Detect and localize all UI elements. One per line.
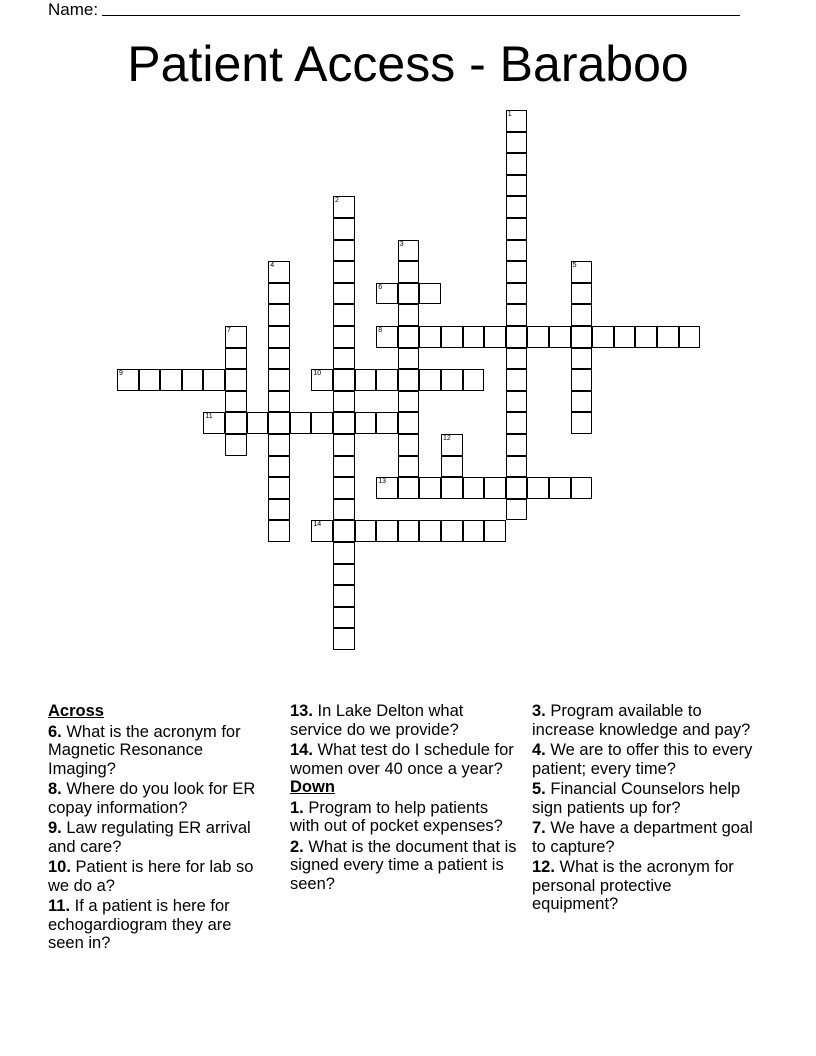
grid-cell[interactable]: [441, 434, 463, 456]
grid-cell[interactable]: [268, 348, 290, 370]
clue-number: 14: [313, 521, 322, 529]
grid-cell[interactable]: [571, 283, 593, 305]
grid-cell[interactable]: [355, 520, 377, 542]
grid-cell[interactable]: [333, 326, 355, 348]
grid-cell[interactable]: [398, 477, 420, 499]
grid-cell[interactable]: [376, 283, 398, 305]
clue-number: 11: [205, 413, 213, 421]
grid-cell[interactable]: [549, 477, 571, 499]
grid-cell[interactable]: [268, 477, 290, 499]
grid-cell[interactable]: [506, 456, 528, 478]
grid-cell[interactable]: [311, 520, 333, 542]
clue-number: 7: [227, 327, 231, 334]
grid-cell[interactable]: [463, 477, 485, 499]
grid-cell[interactable]: [441, 456, 463, 478]
across-clue-13: 13. In Lake Delton what service do we provide?: [290, 702, 464, 739]
grid-cell[interactable]: [268, 434, 290, 456]
grid-cell[interactable]: [419, 477, 441, 499]
grid-cell[interactable]: [441, 520, 463, 542]
grid-cell[interactable]: [225, 369, 247, 391]
grid-cell[interactable]: [139, 369, 161, 391]
grid-cell[interactable]: [506, 499, 528, 521]
grid-cell[interactable]: [247, 412, 269, 434]
grid-cell[interactable]: [398, 304, 420, 326]
grid-cell[interactable]: [571, 326, 593, 348]
grid-cell[interactable]: [592, 326, 614, 348]
grid-cell[interactable]: [571, 261, 593, 283]
down-clue-4: 4. We are to offer this to every patient; every time?: [532, 741, 753, 778]
grid-cell[interactable]: [571, 477, 593, 499]
grid-cell[interactable]: [398, 369, 420, 391]
grid-cell[interactable]: [333, 304, 355, 326]
grid-cell[interactable]: [333, 520, 355, 542]
grid-cell[interactable]: [333, 218, 355, 240]
grid-cell[interactable]: [225, 434, 247, 456]
down-heading: Down: [290, 778, 335, 796]
grid-cell[interactable]: [398, 412, 420, 434]
grid-cell[interactable]: [268, 499, 290, 521]
grid-cell[interactable]: [355, 412, 377, 434]
down-clue-2: 2. What is the document that is signed every time a patient is seen?: [290, 837, 517, 893]
grid-cell[interactable]: [506, 240, 528, 262]
grid-cell[interactable]: [268, 391, 290, 413]
grid-cell[interactable]: [398, 261, 420, 283]
grid-cell[interactable]: [419, 520, 441, 542]
grid-cell[interactable]: [679, 326, 701, 348]
grid-cell[interactable]: [506, 110, 528, 132]
grid-cell[interactable]: [268, 412, 290, 434]
grid-cell[interactable]: [376, 369, 398, 391]
grid-cell[interactable]: [463, 326, 485, 348]
clue-number: 13: [378, 478, 386, 486]
clue-number: 6: [378, 283, 383, 291]
grid-cell[interactable]: [268, 261, 290, 283]
grid-cell[interactable]: [571, 391, 593, 413]
grid-cell[interactable]: [333, 412, 355, 434]
grid-cell[interactable]: [506, 326, 528, 348]
grid-cell[interactable]: [225, 326, 247, 348]
grid-cell[interactable]: [290, 412, 312, 434]
grid-cell[interactable]: [506, 261, 528, 283]
grid-cell[interactable]: [225, 348, 247, 370]
grid-cell[interactable]: [419, 283, 441, 305]
down-clue-12: 12. What is the acronym for personal protective equipment?: [532, 858, 734, 913]
grid-cell[interactable]: [571, 348, 593, 370]
grid-cell[interactable]: [333, 391, 355, 413]
grid-cell[interactable]: [117, 369, 139, 391]
grid-cell[interactable]: [203, 412, 225, 434]
grid-cell[interactable]: [333, 348, 355, 370]
grid-cell[interactable]: [376, 412, 398, 434]
grid-cell[interactable]: [506, 218, 528, 240]
grid-cell[interactable]: [333, 564, 355, 586]
grid-cell[interactable]: [549, 326, 571, 348]
grid-cell[interactable]: [571, 304, 593, 326]
clues-column-3: [532, 702, 760, 914]
clue-number: 2: [335, 197, 339, 205]
grid-cell[interactable]: [506, 175, 528, 197]
grid-cell[interactable]: [571, 412, 593, 434]
clue-number: 10: [313, 370, 322, 378]
grid-cell[interactable]: [614, 326, 636, 348]
grid-cell[interactable]: [506, 434, 528, 456]
clue-number: 9: [119, 370, 123, 378]
grid-cell[interactable]: [268, 326, 290, 348]
grid-cell[interactable]: [419, 326, 441, 348]
grid-cell[interactable]: [398, 391, 420, 413]
clue-number: 12: [443, 435, 451, 442]
down-clue-3: 3. Program available to increase knowledge and pay?: [532, 702, 751, 739]
page-title: Patient Access - Baraboo: [127, 36, 689, 92]
clues-column-1: [48, 702, 270, 953]
grid-cell[interactable]: [333, 240, 355, 262]
grid-cell[interactable]: [527, 326, 549, 348]
grid-cell[interactable]: [398, 283, 420, 305]
grid-cell[interactable]: [571, 369, 593, 391]
grid-cell[interactable]: [398, 240, 420, 262]
grid-cell[interactable]: [506, 348, 528, 370]
grid-cell[interactable]: [311, 369, 333, 391]
grid-cell[interactable]: [333, 283, 355, 305]
grid-cell[interactable]: [398, 348, 420, 370]
grid-cell[interactable]: [376, 326, 398, 348]
across-heading: Across: [48, 702, 104, 720]
grid-cell[interactable]: [268, 304, 290, 326]
clue-number: 1: [507, 111, 512, 118]
grid-cell[interactable]: [268, 456, 290, 478]
grid-cell[interactable]: [225, 391, 247, 413]
grid-cell[interactable]: [398, 326, 420, 348]
name-label: Name:: [48, 0, 99, 19]
grid-cell[interactable]: [506, 412, 528, 434]
grid-cell[interactable]: [484, 477, 506, 499]
across-clue-14: 14. What test do I schedule for women over 40 once a year?: [290, 741, 514, 778]
grid-cell[interactable]: [527, 477, 549, 499]
grid-cell[interactable]: [398, 520, 420, 542]
grid-cell[interactable]: [441, 477, 463, 499]
grid-cell[interactable]: [398, 456, 420, 478]
grid-cell[interactable]: [333, 261, 355, 283]
grid-cell[interactable]: [268, 520, 290, 542]
grid-cell[interactable]: [441, 369, 463, 391]
grid-cell[interactable]: [506, 283, 528, 305]
grid-cell[interactable]: [506, 477, 528, 499]
grid-cell[interactable]: [355, 369, 377, 391]
across-clue-10: 10. Patient is here for lab so we do a?: [48, 858, 254, 895]
grid-cell[interactable]: [506, 153, 528, 175]
grid-cell[interactable]: [160, 369, 182, 391]
grid-cell[interactable]: [333, 477, 355, 499]
grid-cell[interactable]: [376, 520, 398, 542]
clue-number: 4: [270, 262, 275, 270]
grid-cell[interactable]: [506, 369, 528, 391]
grid-cell[interactable]: [506, 132, 528, 154]
grid-cell[interactable]: [333, 369, 355, 391]
clue-number: 5: [572, 262, 577, 270]
clue-number: 8: [378, 327, 383, 334]
grid-cell[interactable]: [333, 607, 355, 629]
grid-cell[interactable]: [333, 542, 355, 564]
across-clue-9: 9. Law regulating ER arrival and care?: [48, 819, 251, 856]
across-clue-11: 11. If a patient is here for echogardiogram they are seen in?: [48, 897, 232, 952]
down-clue-7: 7. We have a department goal to capture?: [532, 819, 753, 856]
grid-cell[interactable]: [333, 585, 355, 607]
grid-cell[interactable]: [333, 196, 355, 218]
grid-cell[interactable]: [225, 412, 247, 434]
grid-cell[interactable]: [398, 434, 420, 456]
grid-cell[interactable]: [441, 326, 463, 348]
grid-cell[interactable]: [203, 369, 225, 391]
grid-cell[interactable]: [419, 369, 441, 391]
clues-column-2: [290, 702, 518, 893]
grid-cell[interactable]: [506, 196, 528, 218]
grid-cell[interactable]: [506, 304, 528, 326]
grid-cell[interactable]: [333, 456, 355, 478]
grid-cell[interactable]: [463, 369, 485, 391]
across-clue-8: 8. Where do you look for ER copay information?: [48, 780, 256, 817]
grid-cell[interactable]: [657, 326, 679, 348]
grid-cell[interactable]: [463, 520, 485, 542]
clue-number: 3: [399, 240, 404, 248]
grid-cell[interactable]: [311, 412, 333, 434]
across-clue-6: 6. What is the acronym for Magnetic Resonance Imaging?: [48, 722, 241, 778]
grid-cell[interactable]: [333, 499, 355, 521]
down-clue-1: 1. Program to help patients with out of pocket expenses?: [290, 798, 503, 835]
grid-cell[interactable]: [268, 283, 290, 305]
grid-cell[interactable]: [376, 477, 398, 499]
grid-cell[interactable]: [333, 628, 355, 650]
down-clue-5: 5. Financial Counselors help sign patients up for?: [532, 780, 741, 817]
grid-cell[interactable]: [635, 326, 657, 348]
grid-cell[interactable]: [484, 326, 506, 348]
grid-cell[interactable]: [333, 434, 355, 456]
grid-cell[interactable]: [182, 369, 204, 391]
grid-cell[interactable]: [268, 369, 290, 391]
grid-cell[interactable]: [506, 391, 528, 413]
grid-cell[interactable]: [484, 520, 506, 542]
